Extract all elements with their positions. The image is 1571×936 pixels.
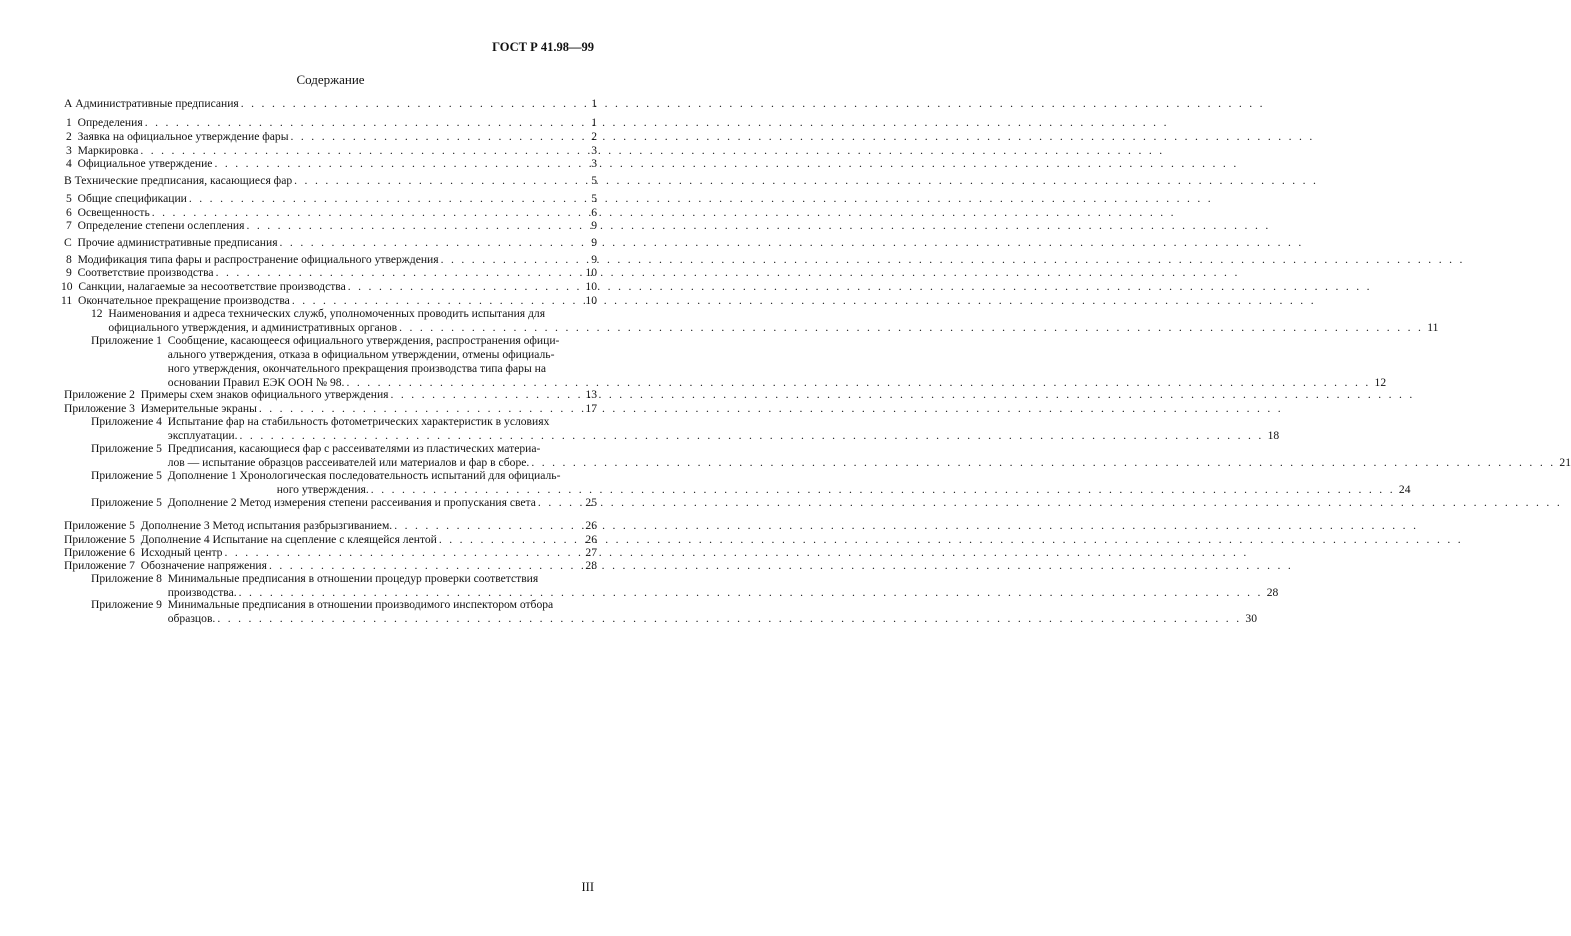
toc-prefix: Приложение 5 (91, 469, 162, 482)
toc-text: Примеры схем знаков официального утверждения (140, 388, 389, 401)
document-code: ГОСТ Р 41.98—99 (492, 40, 594, 54)
toc-page: 28 (585, 559, 597, 572)
toc-text-line: Наименования и адреса технических служб, уполномоченных проводить испытания для (108, 307, 546, 320)
toc-entry (64, 546, 597, 560)
toc-prefix: Приложение 4 (91, 415, 162, 428)
toc-prefix: 9 (66, 266, 72, 279)
toc-entry (66, 206, 597, 220)
toc-page: 5 (591, 174, 597, 187)
toc-text: Общие спецификации (77, 192, 187, 205)
toc-entry (64, 533, 597, 547)
toc-entry (91, 307, 1439, 335)
toc-text: Технические предписания, касающиеся фар (74, 174, 293, 187)
toc-text: Определение степени ослепления (77, 219, 245, 232)
toc-text-line: ального утверждения, отказа в официальном утверждении, отмены официаль- (167, 348, 555, 361)
toc-page: 5 (591, 192, 597, 205)
page-number: III (581, 880, 594, 894)
page-title: Содержание (296, 72, 365, 87)
toc-entry (66, 266, 597, 280)
toc-page: 24 (1398, 483, 1411, 496)
toc-text-line: Дополнение 1 Хронологическая последовательность испытаний для официаль- (167, 469, 561, 482)
toc-entry (66, 253, 597, 267)
toc-text-line: ного утверждения, окончательного прекращения производства типа фары на (167, 362, 547, 375)
toc-text-line: Предписания, касающиеся фар с рассеивателями из пластических материа- (167, 442, 541, 455)
toc-page: 10 (585, 294, 597, 307)
toc-entry (64, 559, 597, 573)
toc-prefix: Приложение 5 (64, 519, 135, 532)
toc-page: 17 (585, 402, 597, 415)
toc-text: Исходный центр (140, 546, 223, 559)
toc-text: Дополнение 2 Метод измерения степени рассеивания и пропускания света (167, 496, 536, 509)
toc-text-line: основании Правил ЕЭК ООН № 98. (167, 376, 345, 389)
toc-page: 28 (1266, 586, 1279, 599)
toc-text: Маркировка (77, 144, 139, 157)
toc-entry (91, 469, 1411, 497)
toc-entry (91, 415, 1280, 443)
toc-entry (64, 402, 597, 416)
toc-text: Заявка на официальное утверждение фары (77, 130, 289, 143)
toc-page: 26 (585, 533, 597, 546)
toc-text: Модификация типа фары и распространение официального утверждения (77, 253, 439, 266)
toc-text: Освещенность (77, 206, 150, 219)
toc-page: 12 (1374, 376, 1387, 389)
toc-prefix: А (64, 97, 73, 110)
toc-prefix: 1 (66, 116, 72, 129)
toc-prefix: Приложение 9 (91, 598, 162, 611)
toc-text: Официальное утверждение (77, 157, 213, 170)
toc-text-line: Сообщение, касающееся официального утверждения, распространения офици- (167, 334, 560, 347)
toc-page: 25 (585, 496, 597, 509)
toc-page: 26 (585, 519, 597, 532)
toc-text: Окончательное прекращение производства (77, 294, 290, 307)
toc-prefix: В (64, 174, 72, 187)
toc-text-line: ного утверждения. (276, 483, 369, 496)
toc-text-line: Минимальные предписания в отношении производимого инспектором отбора (167, 598, 554, 611)
toc-page: 9 (591, 253, 597, 266)
toc-text-line: образцов. (167, 612, 216, 625)
toc-entry (91, 598, 1257, 626)
toc-entry (64, 388, 597, 402)
toc-prefix: Приложение 1 (91, 334, 162, 347)
toc-prefix: Приложение 2 (64, 388, 135, 401)
toc-prefix: 3 (66, 144, 72, 157)
toc-prefix: С (64, 236, 72, 249)
toc-text-line: Минимальные предписания в отношении процедур проверки соответствия (167, 572, 539, 585)
toc-text-line: официального утверждения, и административных органов (108, 321, 398, 334)
toc-text: Определения (77, 116, 143, 129)
toc-prefix: 8 (66, 253, 72, 266)
toc-prefix: Приложение 6 (64, 546, 135, 559)
toc-entry (64, 174, 597, 188)
toc-prefix: 11 (61, 294, 73, 307)
toc-page: 9 (591, 236, 597, 249)
toc-page: 9 (591, 219, 597, 232)
toc-text-line: эксплуатации. (167, 429, 238, 442)
toc-entry (64, 236, 597, 250)
toc-entry (66, 219, 597, 233)
toc-page: 10 (585, 280, 597, 293)
toc-page: 3 (591, 144, 597, 157)
toc-prefix: 12 (91, 307, 103, 320)
toc-text-line: производства. (167, 586, 237, 599)
toc-page: 6 (591, 206, 597, 219)
toc-prefix: Приложение 7 (64, 559, 135, 572)
toc-entry (66, 192, 597, 206)
toc-text: Измерительные экраны (140, 402, 257, 415)
toc-entry (66, 157, 597, 171)
toc-page: 3 (591, 157, 597, 170)
toc-prefix: 5 (66, 192, 72, 205)
toc-page: 13 (585, 388, 597, 401)
toc-prefix: Приложение 5 (91, 496, 162, 509)
toc-prefix: Приложение 8 (91, 572, 162, 585)
toc-page: 11 (1427, 321, 1439, 334)
toc-entry (91, 442, 1571, 470)
toc-prefix: 10 (61, 280, 73, 293)
toc-entry (61, 280, 597, 294)
toc-entry (91, 334, 1387, 390)
toc-page: 1 (591, 97, 597, 110)
toc-text: Санкции, налагаемые за несоответствие производства (78, 280, 346, 293)
toc-page: 27 (585, 546, 597, 559)
toc-entry (91, 496, 597, 510)
toc-entry (64, 519, 597, 533)
toc-text-line: лов — испытание образцов рассеивателей или материалов и фар в сборе. (167, 456, 530, 469)
toc-text: Соответствие производства (77, 266, 214, 279)
toc-entry (91, 572, 1279, 600)
toc-prefix: Приложение 5 (64, 533, 135, 546)
toc-entry (66, 144, 597, 158)
toc-page: 10 (585, 266, 597, 279)
toc-prefix: 6 (66, 206, 72, 219)
toc-text-line: Испытание фар на стабильность фотометрических характеристик в условиях (167, 415, 550, 428)
toc-prefix: Приложение 5 (91, 442, 162, 455)
toc-prefix: 7 (66, 219, 72, 232)
toc-text: Дополнение 4 Испытание на сцепление с клеящейся лентой (140, 533, 437, 546)
toc-prefix: 4 (66, 157, 72, 170)
toc-entry (64, 97, 597, 111)
toc-text: Прочие административные предписания (77, 236, 278, 249)
toc-page: 1 (591, 116, 597, 129)
toc-text: Дополнение 3 Метод испытания разбрызгиванием. (140, 519, 393, 532)
toc-page: 30 (1245, 612, 1257, 625)
toc-entry (66, 116, 597, 130)
toc-prefix: 2 (66, 130, 72, 143)
toc-text: Административные предписания (75, 97, 239, 110)
toc-page: 21 (1559, 456, 1571, 469)
toc-page: 18 (1267, 429, 1280, 442)
toc-prefix: Приложение 3 (64, 402, 135, 415)
toc-entry (66, 130, 597, 144)
toc-page: 2 (591, 130, 597, 143)
toc-entry (61, 294, 597, 308)
toc-text: Обозначение напряжения (140, 559, 267, 572)
